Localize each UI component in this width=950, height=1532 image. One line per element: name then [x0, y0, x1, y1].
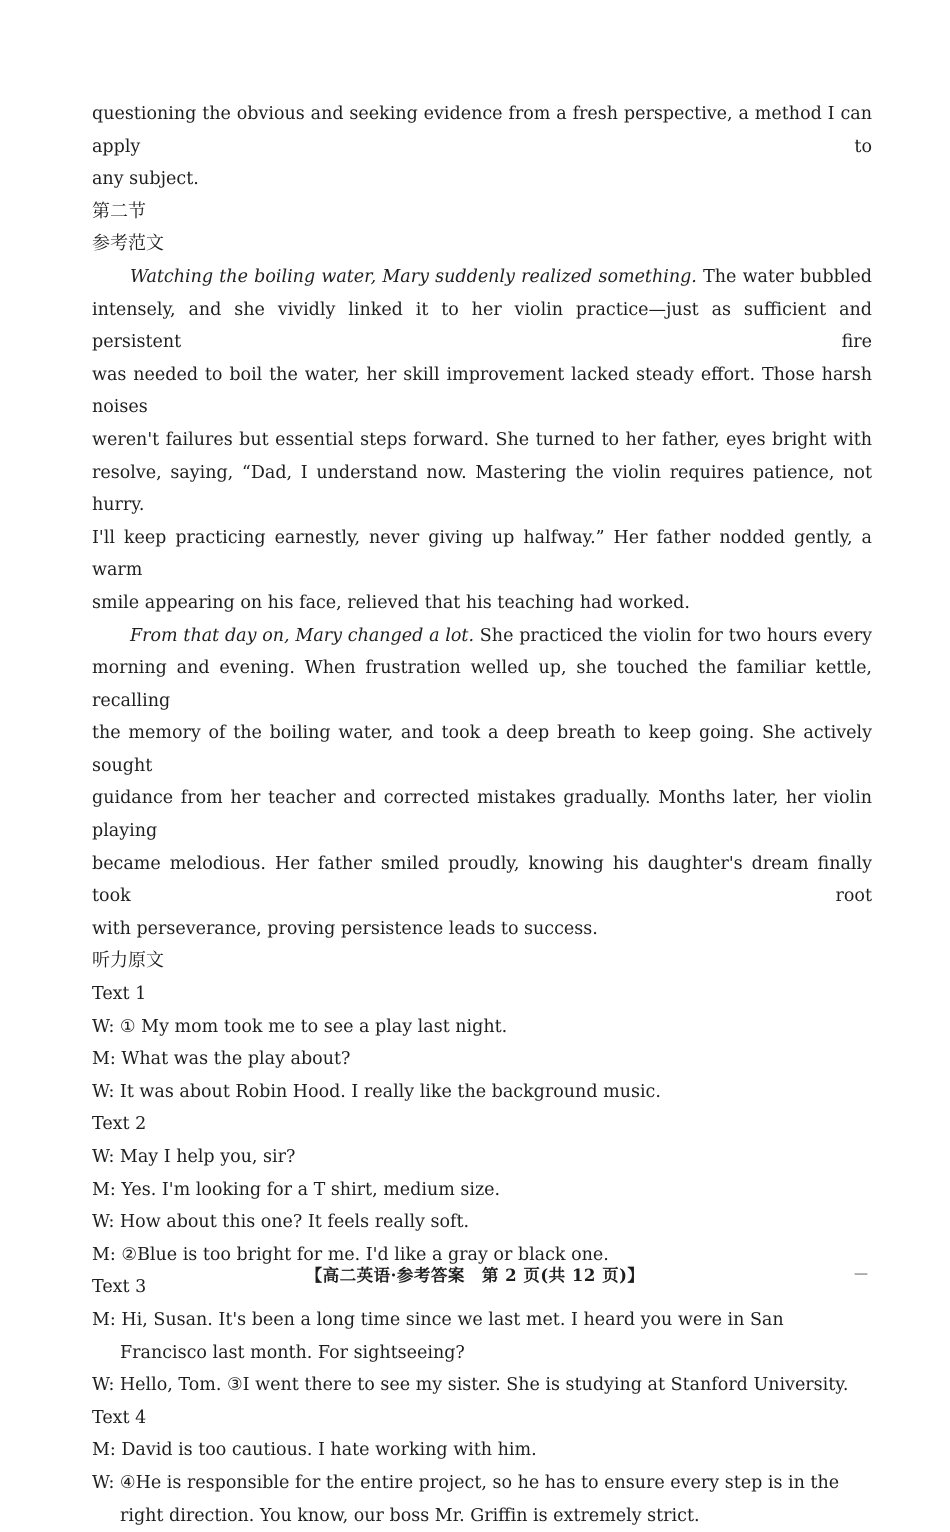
para1-line: smile appearing on his face, relieved that his teaching had worked. — [92, 592, 690, 613]
para1-line: weren't failures but essential steps forward. She turned to her father, eyes bright with — [92, 429, 872, 450]
text-label: Text 4 — [92, 1407, 147, 1428]
intro-line-2: any subject. — [92, 169, 199, 190]
listening-title: 听力原文 — [92, 950, 164, 972]
section-title: 第二节 — [92, 200, 146, 222]
essay-paragraph-1 — [92, 261, 872, 620]
page-content — [92, 98, 872, 1532]
text-label: Text 3 — [92, 1277, 147, 1298]
dialogue-line: W: Hello, Tom. ③I went there to see my sister. She is studying at Stanford University. — [92, 1375, 849, 1396]
dialogue-line: W: ④He is responsible for the entire project, so he has to ensure every step is in the right direction. You know, our boss Mr. Griffin is extremely strict. — [92, 1472, 840, 1526]
listening-text-3 — [92, 1271, 872, 1401]
dialogue-line: W: ① My mom took me to see a play last night. — [92, 1016, 508, 1037]
para2-line: morning and evening. When frustration welled up, she touched the familiar kettle, recalling — [92, 658, 872, 711]
essay-title: 参考范文 — [92, 233, 164, 255]
dialogue-line: M: ②Blue is too bright for me. I'd like a gray or black one. — [92, 1244, 609, 1265]
essay-paragraph-2 — [92, 620, 872, 946]
dialogue-line: M: What was the play about? — [92, 1049, 351, 1070]
para1-line-1 — [92, 261, 872, 294]
listening-text-4 — [92, 1402, 872, 1532]
para1-first-rest: The water bubbled — [696, 266, 872, 287]
para1-line: was needed to boil the water, her skill improvement lacked steady effort. Those harsh noises — [92, 364, 872, 418]
para2-line: became melodious. Her father smiled proudly, knowing his daughter's dream finally took root — [92, 853, 872, 907]
para2-line-1 — [92, 620, 872, 653]
dialogue-line: W: May I help you, sir? — [92, 1147, 296, 1167]
text-label: Text 2 — [92, 1114, 147, 1135]
para2-line: with perseverance, proving persistence leads to success. — [92, 918, 598, 939]
listening-text-2 — [92, 1108, 872, 1271]
para2-italic-start: From that day on, Mary changed a lot. — [130, 625, 475, 646]
text-label: Text 1 — [92, 984, 147, 1005]
para2-line: the memory of the boiling water, and took a deep breath to keep going. She actively sought — [92, 723, 872, 776]
dialogue-line: W: It was about Robin Hood. I really like the background music. — [92, 1081, 661, 1102]
page-footer: 【高二英语·参考答案 第 2 页(共 12 页)】 — [305, 1266, 645, 1285]
para1-line: resolve, saying, “Dad, I understand now. Mastering the violin requires patience, not hurry. — [92, 462, 872, 516]
para2-first-rest: She practiced the violin for two hours every — [474, 625, 872, 646]
corner-mark: — — [854, 1266, 868, 1282]
intro-line-1: questioning the obvious and seeking evidence from a fresh perspective, a method I can apply to — [92, 104, 872, 157]
dialogue-line: M: Yes. I'm looking for a T shirt, medium size. — [92, 1179, 501, 1200]
dialogue-line: M: Hi, Susan. It's been a long time since we last met. I heard you were in San Francisco last month. For sightseeing? — [92, 1309, 784, 1363]
dialogue-line: M: David is too cautious. I hate working with him. — [92, 1440, 537, 1461]
para1-line: intensely, and she vividly linked it to her violin practice—just as sufficient and persistent fire — [92, 299, 872, 353]
para1-italic-start: Watching the boiling water, Mary suddenly realized something. — [130, 266, 697, 287]
para1-line: I'll keep practicing earnestly, never giving up halfway.” Her father nodded gently, a warm — [92, 527, 872, 581]
dialogue-line: W: How about this one? It feels really soft. — [92, 1212, 470, 1233]
para2-line: guidance from her teacher and corrected mistakes gradually. Months later, her violin playing — [92, 788, 872, 842]
listening-text-1 — [92, 978, 872, 1108]
